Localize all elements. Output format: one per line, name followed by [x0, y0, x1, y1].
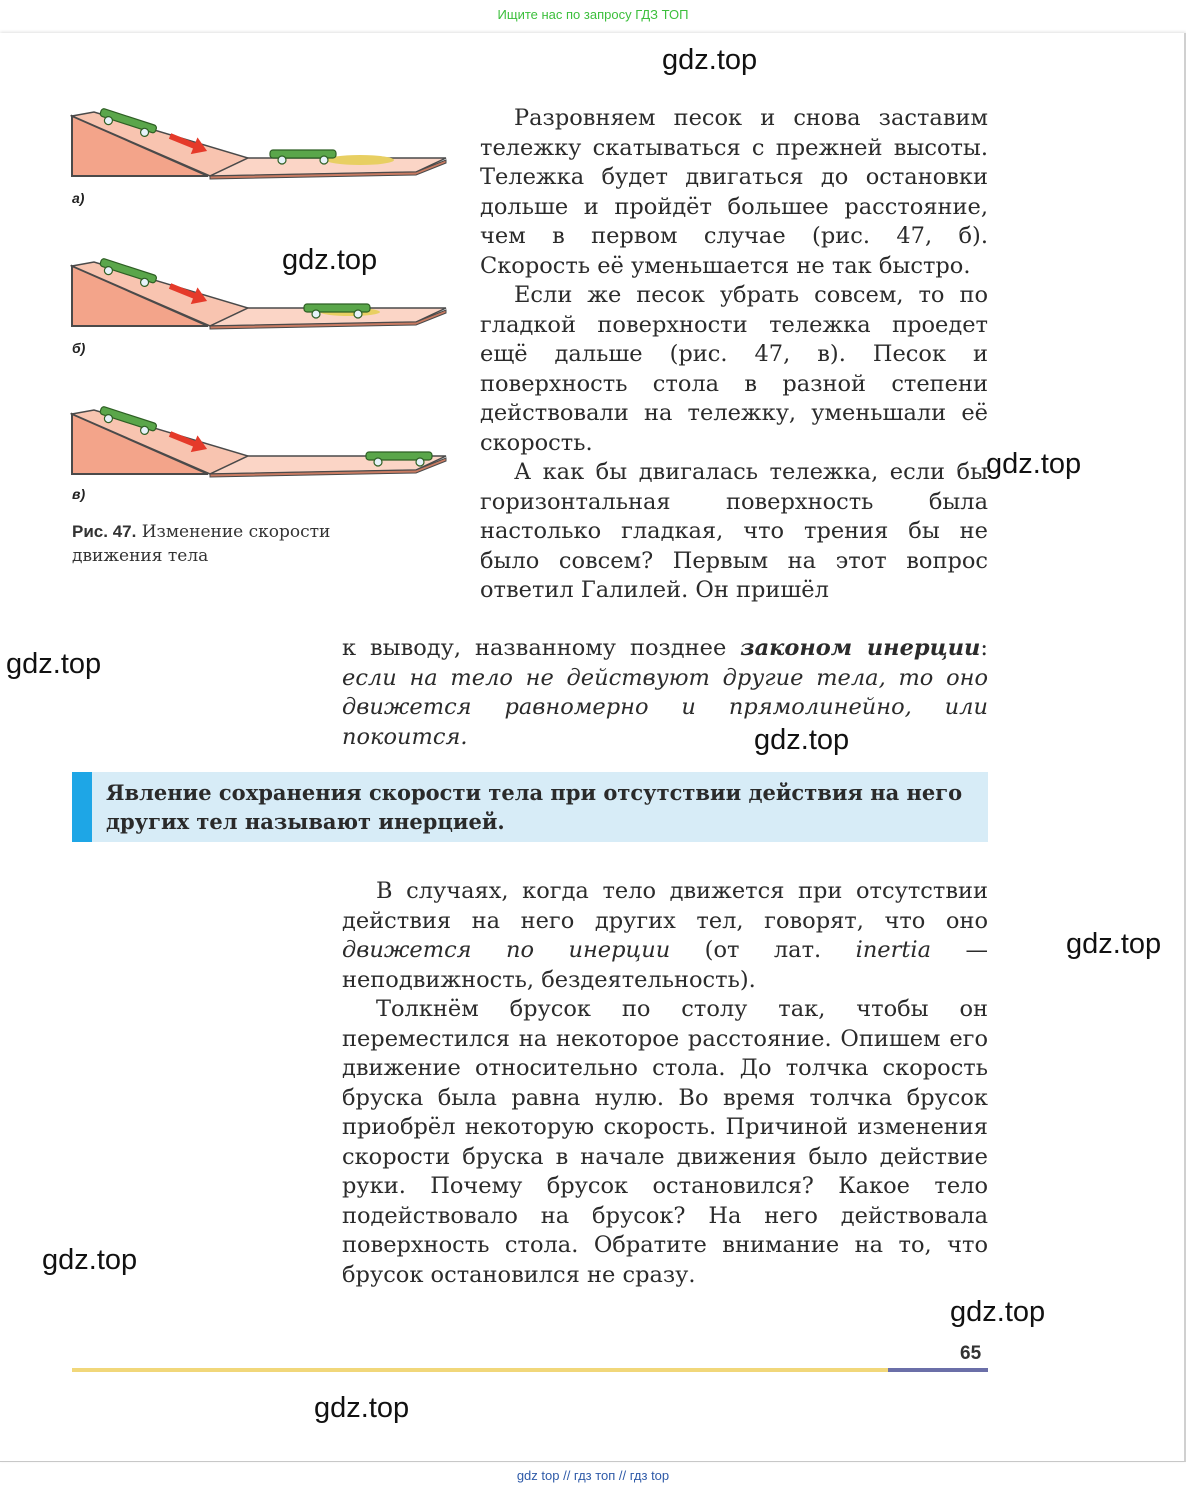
- page-number: 65: [960, 1343, 982, 1364]
- ramp-figure-a: [70, 100, 450, 185]
- p4-end: — неподвижность, бездеятельность).: [342, 937, 988, 993]
- watermark: gdz.top: [42, 1244, 138, 1276]
- paragraph-galileo: А как бы двигалась тележка, если бы горизонтальная поверхность была настолько гладкая, что трения бы не было совсем? Первым на этот вопрос ответил Галилей. Он пришёл: [480, 459, 988, 603]
- bottom-links[interactable]: gdz top // гдз топ // гдз top: [516, 1468, 670, 1483]
- law-term: законом инерции: [740, 635, 981, 661]
- figure-label-c: в): [72, 486, 86, 502]
- caption-text: Изменение скорости движения тела: [72, 522, 331, 566]
- footer-line-accent: [888, 1368, 988, 1372]
- paragraph-block-push: Толкнём брусок по столу так, чтобы он переместился на некоторое расстояние. Опишем его движение относительно стола. До толчка скорость бруска была равна нулю. Во время толчка брусок приобрёл некоторую скорость. Причиной изменения скорости бруска в начале движения было действие руки. Почему брусок остановился? Какое тело подействовало на брусок? На него действовала поверхность стола. Обратите внимание на то, что брусок остановился не сразу.: [342, 996, 988, 1288]
- lower-text: [342, 877, 988, 1290]
- p4-latin: inertia: [855, 937, 932, 963]
- ramp-figure-b: [70, 250, 450, 335]
- paragraph-smooth: Если же песок убрать совсем, то по гладкой поверхности тележка проедет ещё дальше (рис. 47, в). Песок и поверхность стола в разной степени действовали на тележку, уменьшали её скорость.: [480, 282, 988, 456]
- watermark: gdz.top: [1066, 928, 1162, 960]
- watermark: gdz.top: [282, 244, 378, 276]
- law-statement: если на тело не действуют другие тела, то оно движется равномерно и прямолинейно, или покоится.: [342, 664, 988, 750]
- watermark: gdz.top: [754, 724, 850, 756]
- law-colon: :: [980, 635, 989, 661]
- inertia-law-text: [342, 634, 988, 752]
- top-banner[interactable]: Ищите нас по запросу ГДЗ ТОП: [497, 7, 689, 22]
- definition-accent-bar: [72, 772, 92, 842]
- right-column-text: [480, 104, 988, 606]
- watermark: gdz.top: [6, 648, 102, 680]
- watermark: gdz.top: [662, 44, 758, 76]
- caption-number: Рис. 47.: [72, 522, 137, 541]
- ramp-figure-c: [70, 398, 450, 483]
- footer-line: [72, 1368, 888, 1372]
- paragraph-sand: Разровняем песок и снова заставим тележку скатываться с прежней высоты. Тележка будет двигаться до остановки дольше и пройдёт большее расстояние, чем в первом случае (рис. 47, б). Скорость её уменьшается не так быстро.: [480, 105, 988, 279]
- definition-box: [72, 772, 988, 842]
- figure-label-b: б): [72, 340, 86, 356]
- paragraph-by-inertia: [342, 877, 988, 995]
- p4-italic: движется по инерции: [342, 937, 671, 963]
- law-intro: к выводу, названному позднее: [342, 635, 741, 661]
- figure-label-a: а): [72, 190, 85, 206]
- figure-caption: [72, 520, 362, 568]
- watermark: gdz.top: [314, 1392, 410, 1424]
- p4-start: В случаях, когда тело движется при отсутствии действия на него других тел, говорят, что оно: [342, 878, 988, 934]
- paragraph-inertia-law: [342, 634, 988, 752]
- definition-text: Явление сохранения скорости тела при отсутствии действия на него других тел называют инерцией.: [106, 780, 963, 834]
- watermark: gdz.top: [950, 1296, 1046, 1328]
- watermark: gdz.top: [986, 448, 1082, 480]
- p4-mid: (от лат.: [670, 937, 856, 963]
